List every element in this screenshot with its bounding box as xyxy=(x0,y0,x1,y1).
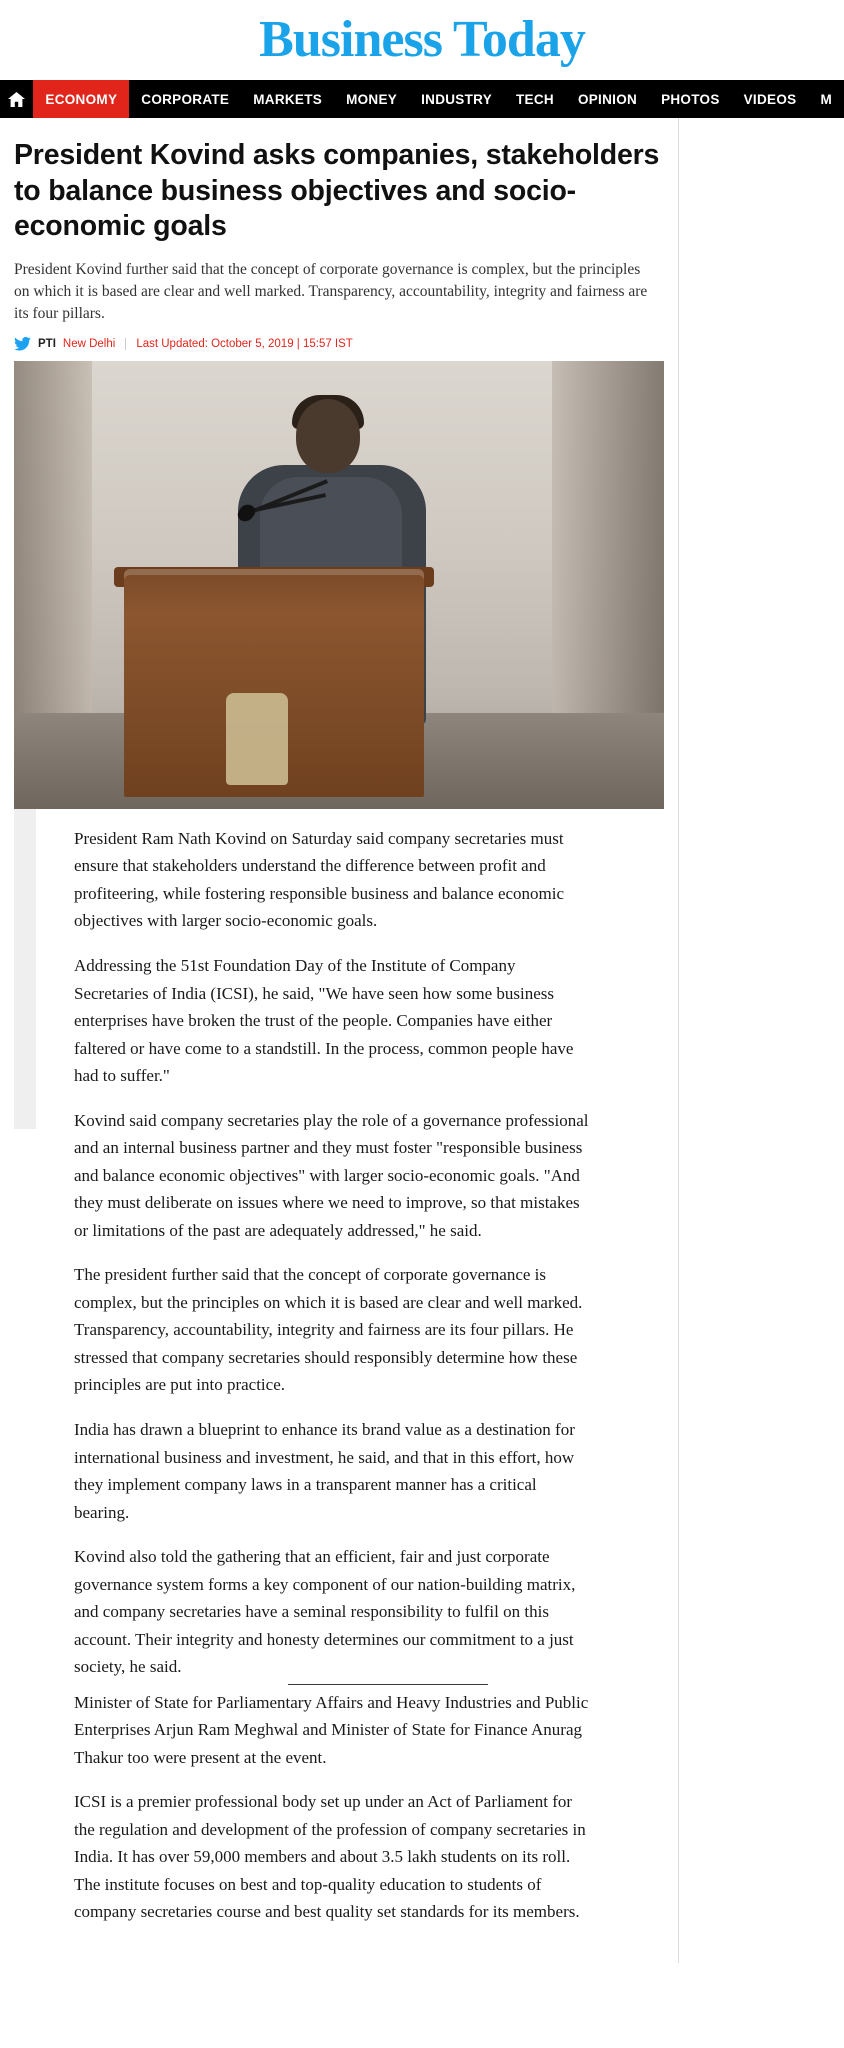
byline-updated: Last Updated: October 5, 2019 | 15:57 IST xyxy=(136,337,353,350)
hero-person-head xyxy=(296,399,360,473)
nav-item-markets[interactable]: MARKETS xyxy=(253,91,323,107)
article-paragraph: President Ram Nath Kovind on Saturday said company secretaries must ensure that stakeholders understand the difference between profit and profiteering, while fostering responsible business and balance economic objectives with larger socio-economic goals. xyxy=(74,828,565,931)
nav-item-corporate[interactable]: CORPORATE xyxy=(141,91,230,107)
main-navigation[interactable] xyxy=(0,80,844,118)
page-title: President Kovind asks companies, stakeholders to balance business objectives and socio-economic goals xyxy=(14,139,660,243)
byline-source: PTI xyxy=(38,337,56,350)
article-paragraph: Kovind said company secretaries play the role of a governance professional and an internal business partner and they must foster "responsible business and balance economic objectives" with larger socio-economic goals. "And they must deliberate on issues where we need to improve, so that mistakes or limitations of the past are adequately addressed," he said. xyxy=(74,1110,589,1240)
content-area xyxy=(0,118,844,1963)
nav-item-more[interactable]: M xyxy=(820,91,832,107)
nav-item-photos[interactable]: PHOTOS xyxy=(661,91,720,107)
article-container xyxy=(0,118,678,809)
article-paragraph: Addressing the 51st Foundation Day of the Institute of Company Secretaries of India (ICSI), he said, "We have seen how some business enterprises have broken the trust of the people. Companies have either faltered or have come to a standstill. In the process, common people have had to suffer." xyxy=(74,956,574,1086)
byline-separator xyxy=(125,338,126,350)
byline xyxy=(14,337,664,351)
nav-item-economy[interactable]: ECONOMY xyxy=(33,80,129,118)
article-paragraph: India has drawn a blueprint to enhance its brand value as a destination for international business and investment, he said, and that in this effort, how they implement company laws in a transparent manner has a critical bearing. xyxy=(74,1419,575,1522)
nav-item-money[interactable]: MONEY xyxy=(346,91,398,107)
article-paragraph: Kovind also told the gathering that an efficient, fair and just corporate governance system forms a key component of our nation-building matrix, and company secretaries have a seminal responsibility to fulfil on this account. Their integrity and honesty determines our commitment to a just society, he said. xyxy=(74,1547,576,1677)
nav-item-videos[interactable]: VIDEOS xyxy=(743,91,797,107)
nav-item-tech[interactable]: TECH xyxy=(516,91,554,107)
article-paragraph: ICSI is a premier professional body set up under an Act of Parliament for the regulation and development of the profession of company secretaries in India. It has over 59,000 members and about 3.5 lakh students on its roll. The institute focuses on best and top-quality education to students of company secretaries course and best quality set standards for its members. xyxy=(74,1792,586,1922)
twitter-icon[interactable] xyxy=(14,337,31,351)
hero-podium-emblem xyxy=(226,693,288,785)
article-body-column xyxy=(74,825,594,1926)
article-hero-image xyxy=(14,361,664,809)
left-rail xyxy=(14,809,36,1129)
article-paragraph: Minister of State for Parliamentary Affairs and Heavy Industries and Public Enterprises Arjun Ram Meghwal and Minister of State for Finance Anurag Thakur too were present at the event. xyxy=(74,1692,589,1767)
inline-divider xyxy=(288,1684,488,1685)
home-icon[interactable] xyxy=(0,80,33,118)
article-paragraph: The president further said that the concept of corporate governance is complex, but the principles on which it is based are clear and well marked. Transparency, accountability, integrity and fairness are its four pillars. He stressed that company secretaries should responsibly determine how these principles are put into practice. xyxy=(74,1265,583,1395)
article-body xyxy=(0,809,844,1963)
article-standfirst: President Kovind further said that the concept of corporate governance is complex, but the principles on which it is based are clear and well marked. Transparency, accountability, integrity and fairness are its four pillars. xyxy=(14,260,648,322)
nav-item-opinion[interactable]: OPINION xyxy=(577,91,638,107)
nav-item-industry[interactable]: INDUSTRY xyxy=(421,91,492,107)
byline-location: New Delhi xyxy=(62,337,116,350)
site-logo[interactable]: Business Today xyxy=(259,11,585,68)
site-masthead xyxy=(0,0,844,80)
